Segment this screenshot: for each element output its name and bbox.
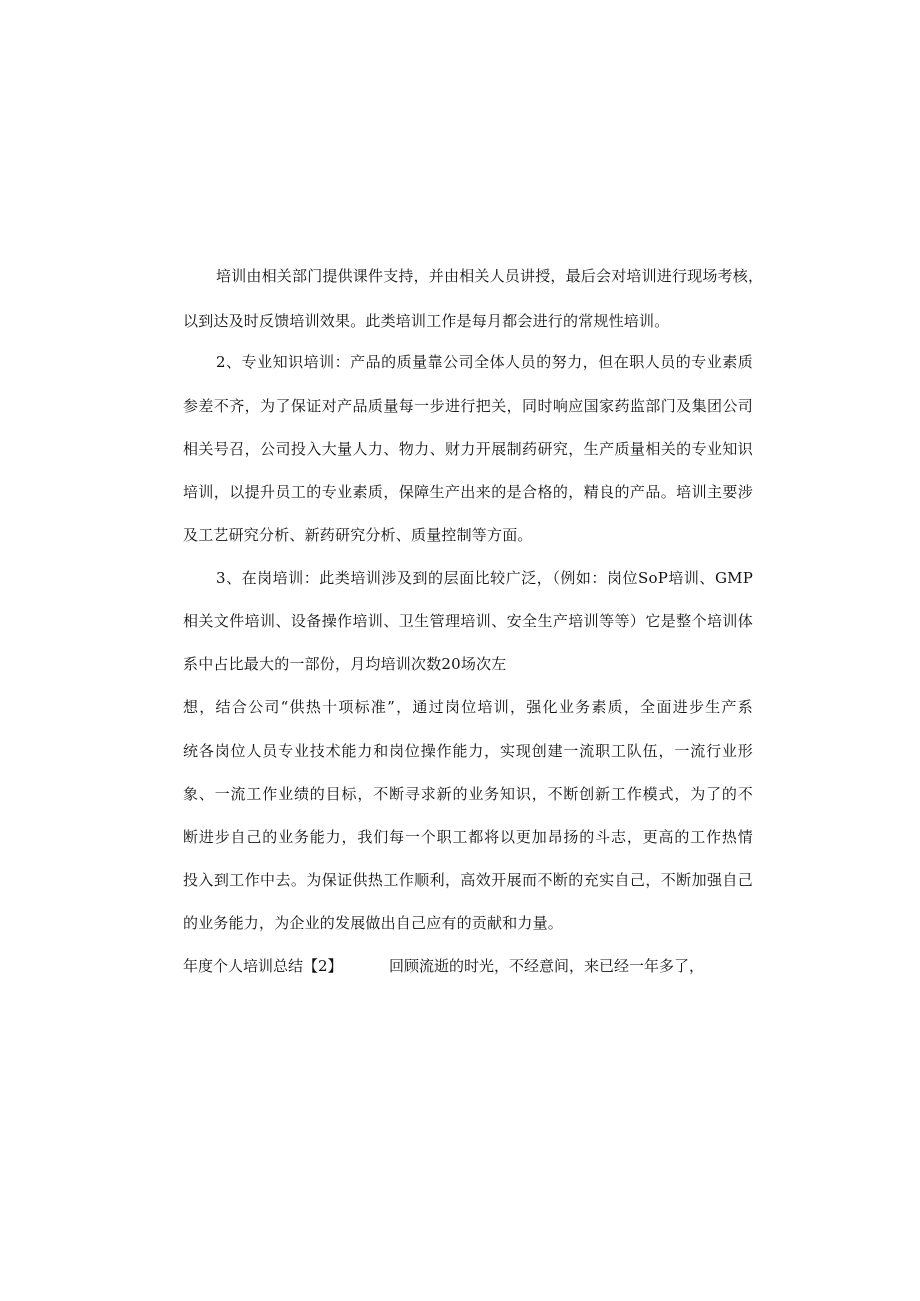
- paragraph-3-line-3: 系中占比最大的一部份，月均培训次数20场次左: [183, 655, 507, 673]
- section-heading-title: 年度个人培训总结【2】: [183, 957, 343, 975]
- paragraph-2-line-2: 参差不齐，为了保证对产品质量每一步进行把关，同时响应国家药监部门及集团公司: [183, 397, 753, 415]
- paragraph-4-line-6: 的业务能力，为企业的发展做出自己应有的贡献和力量。: [183, 914, 564, 932]
- paragraph-2-line-4: 培训，以提升员工的专业素质，保障生产出来的是合格的，精良的产品。培训主要涉: [183, 483, 753, 501]
- paragraph-2-line-1: 2、专业知识培训：产品的质量靠公司全体人员的努力，但在职人员的专业素质: [216, 353, 753, 371]
- paragraph-4-line-5: 投入到工作中去。为保证供热工作顺利，高效开展而不断的充实自己，不断加强自己: [183, 871, 753, 889]
- paragraph-3-line-2: 相关文件培训、设备操作培训、卫生管理培训、安全生产培训等等）它是整个培训体: [183, 612, 753, 630]
- paragraph-1-line-1: 培训由相关部门提供课件支持，并由相关人员讲授，最后会对培训进行现场考核，: [216, 267, 764, 285]
- paragraph-2-line-3: 相关号召，公司投入大量人力、物力、财力开展制药研究，生产质量相关的专业知识: [183, 440, 753, 458]
- paragraph-4-line-2: 统各岗位人员专业技术能力和岗位操作能力，实现创建一流职工队伍，一流行业形: [183, 742, 753, 760]
- paragraph-4-line-4: 断进步自己的业务能力，我们每一个职工都将以更加昂扬的斗志，更高的工作热情: [183, 828, 753, 846]
- paragraph-2-line-5: 及工艺研究分析、新药研究分析、质量控制等方面。: [183, 526, 533, 544]
- paragraph-1-line-2: 以到达及时反馈培训效果。此类培训工作是每月都会进行的常规性培训。: [183, 312, 670, 330]
- section-heading-tail: 回顾流逝的时光，不经意间，来已经一年多了，: [389, 957, 705, 975]
- paragraph-3-line-1: 3、在岗培训：此类培训涉及到的层面比较广泛，（例如：岗位SoP培训、GMP: [216, 569, 753, 587]
- paragraph-4-line-3: 象、一流工作业绩的目标，不断寻求新的业务知识，不断创新工作模式，为了的不: [183, 785, 753, 803]
- paragraph-4-line-1: 想，结合公司“供热十项标准”，通过岗位培训，强化业务素质，全面进步生产系: [183, 698, 753, 716]
